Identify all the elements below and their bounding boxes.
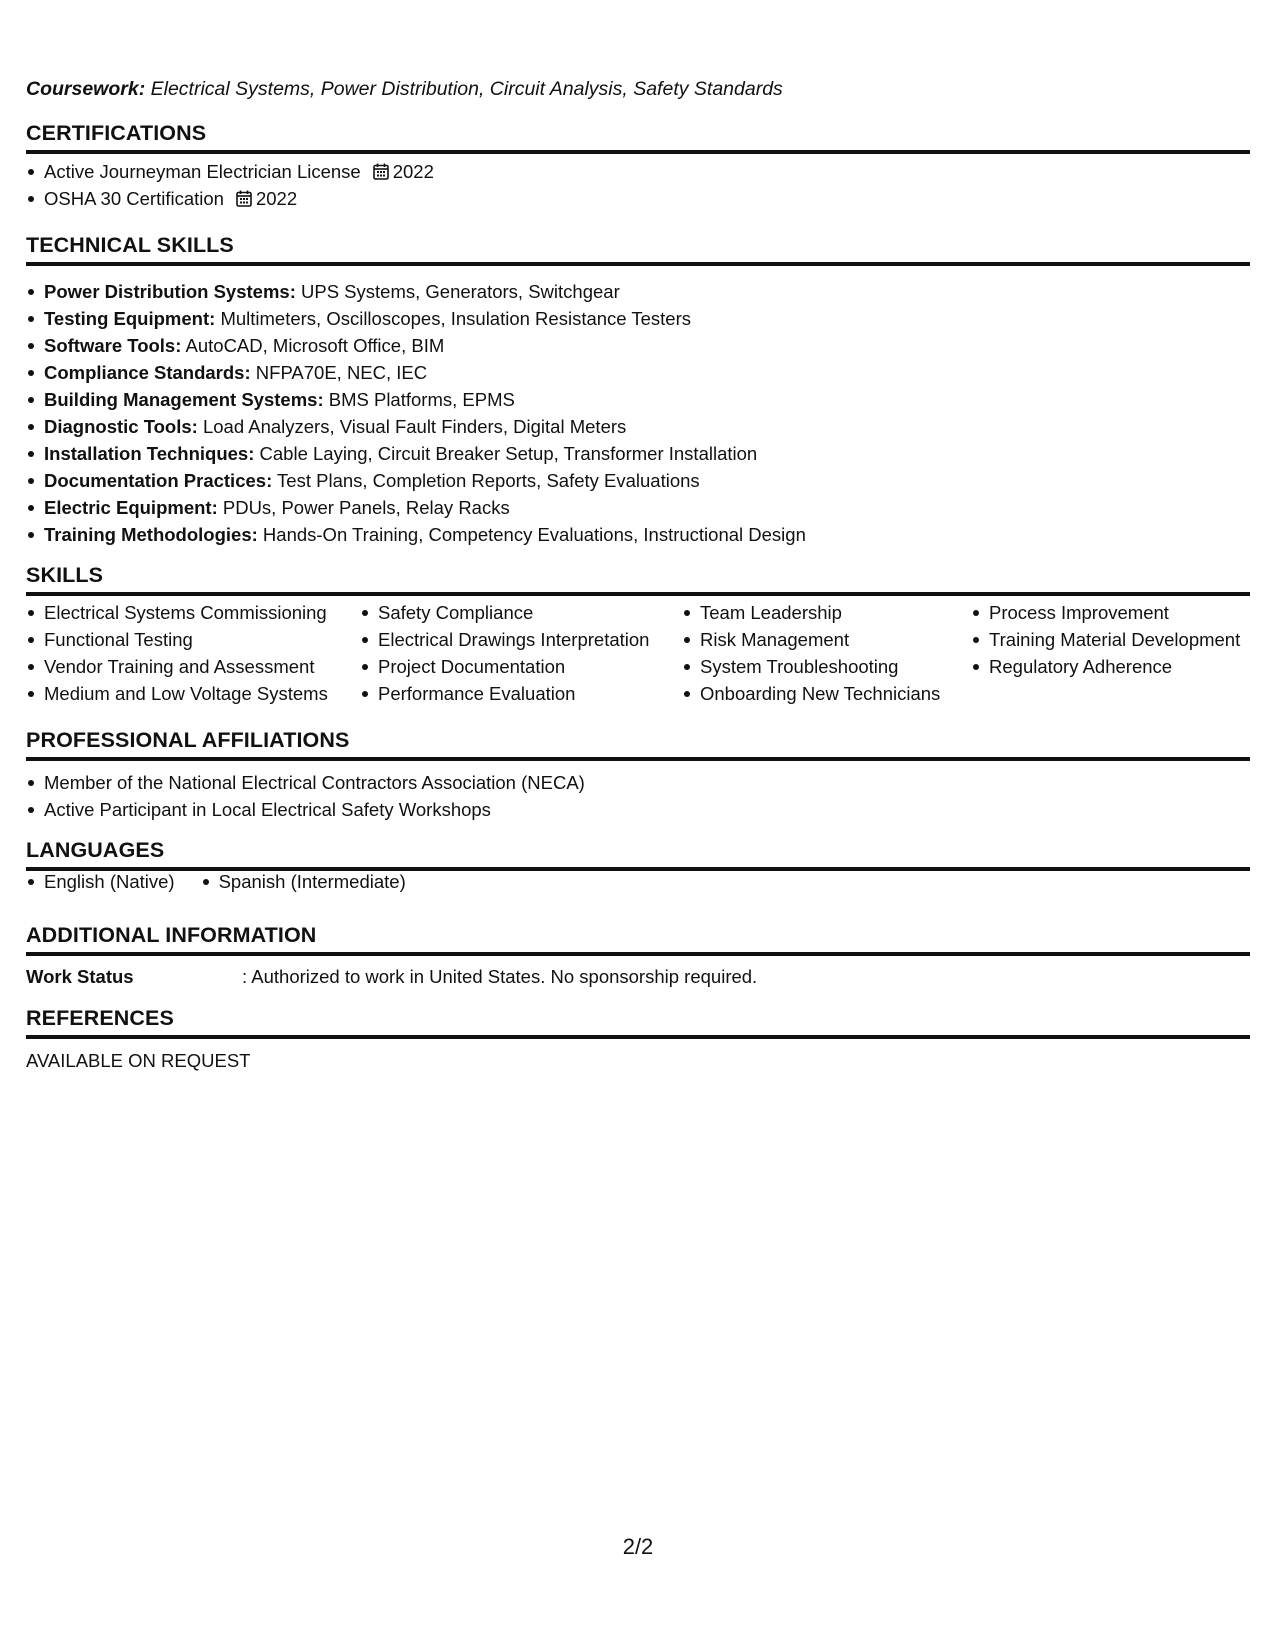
affiliation-item: Member of the National Electrical Contractors Association (NECA) xyxy=(26,769,585,796)
resume-page xyxy=(26,0,1250,1650)
coursework-text: Electrical Systems, Power Distribution, Circuit Analysis, Safety Standards xyxy=(150,78,783,100)
technical-skill-item xyxy=(26,386,806,413)
work-status-label: Work Status xyxy=(26,966,134,987)
certification-year: 2022 xyxy=(255,188,298,209)
technical-skill-value: NFPA70E, NEC, IEC xyxy=(255,362,428,383)
affiliations-heading: PROFESSIONAL AFFILIATIONS xyxy=(26,727,1250,761)
skill-item: Safety Compliance xyxy=(360,599,649,626)
technical-skill-label: Power Distribution Systems: xyxy=(44,281,296,302)
technical-skill-value: AutoCAD, Microsoft Office, BIM xyxy=(185,335,445,356)
technical-skill-item xyxy=(26,521,806,548)
work-status-row xyxy=(26,963,757,990)
technical-skills-heading: TECHNICAL SKILLS xyxy=(26,232,1250,266)
skills-column xyxy=(26,599,328,707)
skill-item: Performance Evaluation xyxy=(360,680,649,707)
affiliations-list xyxy=(26,769,585,823)
skill-item: Medium and Low Voltage Systems xyxy=(26,680,328,707)
technical-skill-value: Test Plans, Completion Reports, Safety Evaluations xyxy=(277,470,700,491)
technical-skill-item xyxy=(26,494,806,521)
languages-list xyxy=(26,868,432,895)
technical-skill-label: Electric Equipment: xyxy=(44,497,218,518)
technical-skill-value: Load Analyzers, Visual Fault Finders, Digital Meters xyxy=(202,416,627,437)
technical-skill-item xyxy=(26,305,806,332)
technical-skill-label: Training Methodologies: xyxy=(44,524,258,545)
language-item: English (Native) xyxy=(26,868,175,895)
technical-skill-value: UPS Systems, Generators, Switchgear xyxy=(301,281,620,302)
skill-item: Onboarding New Technicians xyxy=(682,680,940,707)
work-status-value: : Authorized to work in United States. No sponsorship required. xyxy=(242,966,758,987)
technical-skill-value: PDUs, Power Panels, Relay Racks xyxy=(222,497,510,518)
page-number: 2/2 xyxy=(622,1534,654,1559)
skill-item: Project Documentation xyxy=(360,653,649,680)
technical-skill-label: Compliance Standards: xyxy=(44,362,251,383)
languages-heading: LANGUAGES xyxy=(26,837,1250,871)
technical-skill-label: Documentation Practices: xyxy=(44,470,273,491)
additional-information-heading: ADDITIONAL INFORMATION xyxy=(26,922,1250,956)
technical-skill-value: BMS Platforms, EPMS xyxy=(328,389,515,410)
certifications-heading: CERTIFICATIONS xyxy=(26,120,1250,154)
language-item: Spanish (Intermediate) xyxy=(201,868,406,895)
technical-skill-label: Testing Equipment: xyxy=(44,308,216,329)
calendar-icon xyxy=(236,190,252,207)
coursework-label: Coursework: xyxy=(26,78,146,100)
skill-item: System Troubleshooting xyxy=(682,653,940,680)
skill-item: Electrical Systems Commissioning xyxy=(26,599,328,626)
technical-skill-item xyxy=(26,413,806,440)
technical-skill-label: Diagnostic Tools: xyxy=(44,416,198,437)
skills-heading: SKILLS xyxy=(26,562,1250,596)
skill-item: Functional Testing xyxy=(26,626,328,653)
technical-skill-value: Hands-On Training, Competency Evaluations, Instructional Design xyxy=(262,524,806,545)
calendar-icon xyxy=(373,163,389,180)
technical-skill-label: Software Tools: xyxy=(44,335,182,356)
technical-skill-item xyxy=(26,359,806,386)
technical-skill-label: Building Management Systems: xyxy=(44,389,324,410)
languages-row xyxy=(26,868,432,895)
skill-item: Risk Management xyxy=(682,626,940,653)
technical-skill-item xyxy=(26,467,806,494)
skill-item: Vendor Training and Assessment xyxy=(26,653,328,680)
skills-column xyxy=(360,599,649,707)
skill-item: Electrical Drawings Interpretation xyxy=(360,626,649,653)
skill-item: Regulatory Adherence xyxy=(971,653,1240,680)
technical-skill-item xyxy=(26,440,806,467)
certification-name: OSHA 30 Certification xyxy=(44,188,224,209)
skill-item: Team Leadership xyxy=(682,599,940,626)
skills-column xyxy=(682,599,940,707)
skills-column xyxy=(971,599,1240,680)
certification-item xyxy=(26,185,434,212)
technical-skill-label: Installation Techniques: xyxy=(44,443,255,464)
skill-item: Process Improvement xyxy=(971,599,1240,626)
coursework-line xyxy=(26,78,783,101)
affiliation-item: Active Participant in Local Electrical Safety Workshops xyxy=(26,796,585,823)
skill-item: Training Material Development xyxy=(971,626,1240,653)
technical-skill-value: Multimeters, Oscilloscopes, Insulation Resistance Testers xyxy=(220,308,692,329)
certification-year: 2022 xyxy=(392,161,434,182)
technical-skill-value: Cable Laying, Circuit Breaker Setup, Transformer Installation xyxy=(259,443,758,464)
references-text: AVAILABLE ON REQUEST xyxy=(26,1050,251,1071)
certifications-list xyxy=(26,158,434,212)
technical-skill-item xyxy=(26,332,806,359)
certification-name: Active Journeyman Electrician License xyxy=(44,161,361,182)
certification-item xyxy=(26,158,434,185)
references-heading: REFERENCES xyxy=(26,1005,1250,1039)
technical-skill-item xyxy=(26,278,806,305)
technical-skills-list xyxy=(26,278,806,548)
